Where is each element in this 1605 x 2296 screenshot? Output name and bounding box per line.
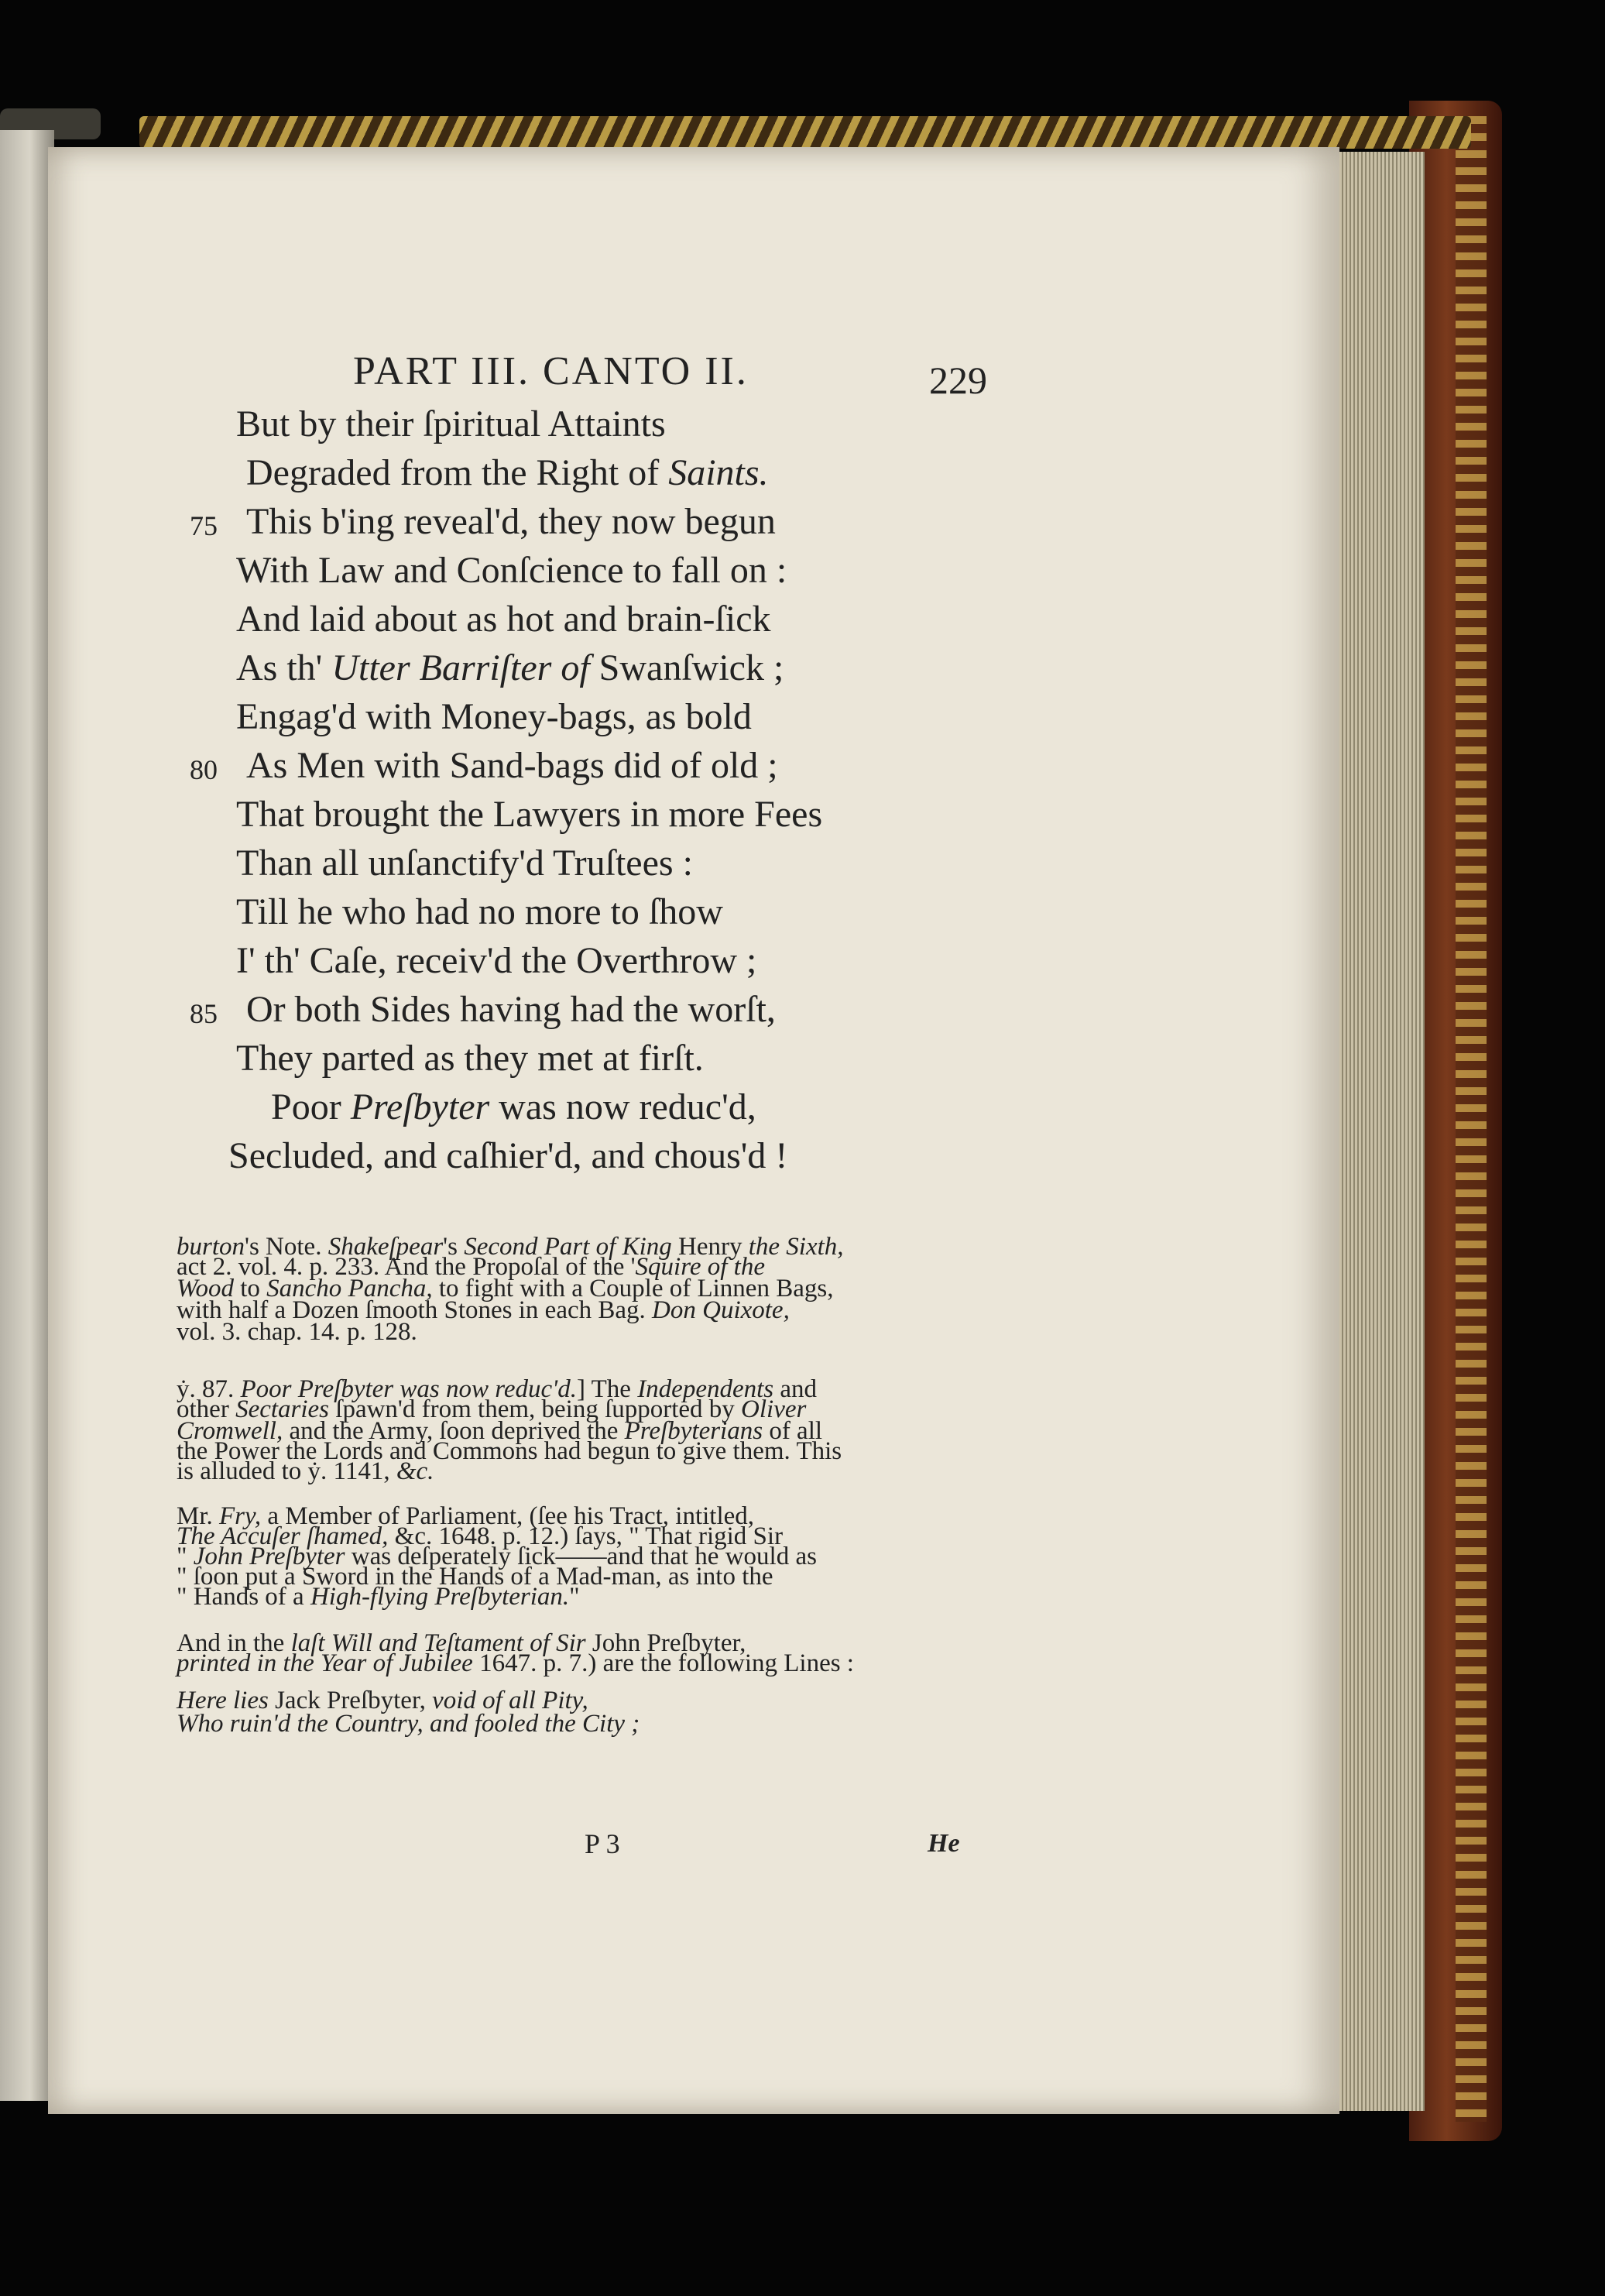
verse-line: Till he who had no more to ſhow	[236, 891, 723, 932]
verse-line: Degraded from the Right of Saints.	[246, 452, 769, 493]
verse-line: Than all unſanctify'd Truſtees :	[236, 843, 693, 884]
running-header: PART III. CANTO II.	[353, 349, 749, 393]
verse-line: As th' Utter Barriſter of Swanſwick ;	[236, 647, 784, 688]
line-number: 85	[190, 998, 218, 1029]
cover-gilt-tooling	[1456, 116, 1487, 2122]
footnote-line: act 2. vol. 4. p. 233. And the Propoſal of the 'Squire of the	[177, 1253, 765, 1281]
footnote-line: " John Preſbyter was deſperately ſick——and that he would as	[177, 1543, 817, 1570]
verse-line: That brought the Lawyers in more Fees	[236, 794, 823, 835]
footnote-line: And in the laſt Will and Teſtament of Sir John Preſbyter,	[177, 1629, 746, 1657]
footnote-line: The Accuſer ſhamed, &c. 1648. p. 12.) ſays, " That rigid Sir	[177, 1522, 784, 1550]
verse-line: Poor Preſbyter was now reduc'd,	[271, 1086, 756, 1127]
verse-line: With Law and Conſcience to fall on :	[236, 550, 787, 591]
verse-line: They parted as they met at firſt.	[236, 1038, 704, 1079]
line-number: 80	[190, 754, 218, 785]
footnote-line: the Power the Lords and Commons had begun to give them. This	[177, 1437, 842, 1465]
top-gilt-border	[139, 116, 1471, 149]
footnote-line: vol. 3. chap. 14. p. 128.	[177, 1318, 417, 1346]
verse-line: Engag'd with Money-bags, as bold	[236, 696, 752, 737]
left-page-edge	[0, 130, 54, 2101]
verse-line: This b'ing reveal'd, they now begun	[246, 501, 776, 542]
footnote-line: with half a Dozen ſmooth Stones in each Bag. Don Quixote,	[177, 1296, 790, 1324]
catchword: He	[928, 1829, 960, 1858]
footnote-line: Cromwell, and the Army, ſoon deprived the Preſbyterians of all	[177, 1417, 823, 1445]
page-number: 229	[929, 359, 987, 402]
verse-line: Or both Sides having had the worſt,	[246, 989, 776, 1030]
footnote-line: " ſoon put a Sword in the Hands of a Mad-man, as into the	[177, 1563, 773, 1591]
footnote-line: burton's Note. Shakeſpear's Second Part of King Henry the Sixth,	[177, 1233, 844, 1261]
footnote-line: Mr. Fry, a Member of Parliament, (ſee his Tract, intitled,	[177, 1502, 755, 1530]
signature-mark: P 3	[585, 1828, 620, 1859]
verse-line: But by their ſpiritual Attaints	[236, 403, 666, 444]
footnote-line: Here lies Jack Preſbyter, void of all Pity,	[177, 1687, 588, 1714]
verse-line: Secluded, and caſhier'd, and chous'd !	[228, 1135, 788, 1176]
verse-line: And laid about as hot and brain-ſick	[236, 599, 771, 640]
footnote-line: " Hands of a High-flying Preſbyterian."	[177, 1583, 580, 1611]
footnote-line: printed in the Year of Jubilee 1647. p. 7.) are the following Lines :	[177, 1649, 854, 1677]
line-number: 75	[190, 510, 218, 541]
footnote-line: other Sectaries ſpawn'd from them, being ſupported by Oliver	[177, 1395, 807, 1423]
footnote-line: ẏ. 87. Poor Preſbyter was now reduc'd.] The Independents and	[177, 1375, 818, 1403]
footnote-line: is alluded to ẏ. 1141, &c.	[177, 1457, 434, 1485]
verse-line: As Men with Sand-bags did of old ;	[246, 745, 778, 786]
verse-line: I' th' Caſe, receiv'd the Overthrow ;	[236, 940, 757, 981]
footnote-line: Who ruin'd the Country, and fooled the City ;	[177, 1710, 640, 1738]
footnote-line: Wood to Sancho Pancha, to fight with a Couple of Linnen Bags,	[177, 1275, 834, 1302]
